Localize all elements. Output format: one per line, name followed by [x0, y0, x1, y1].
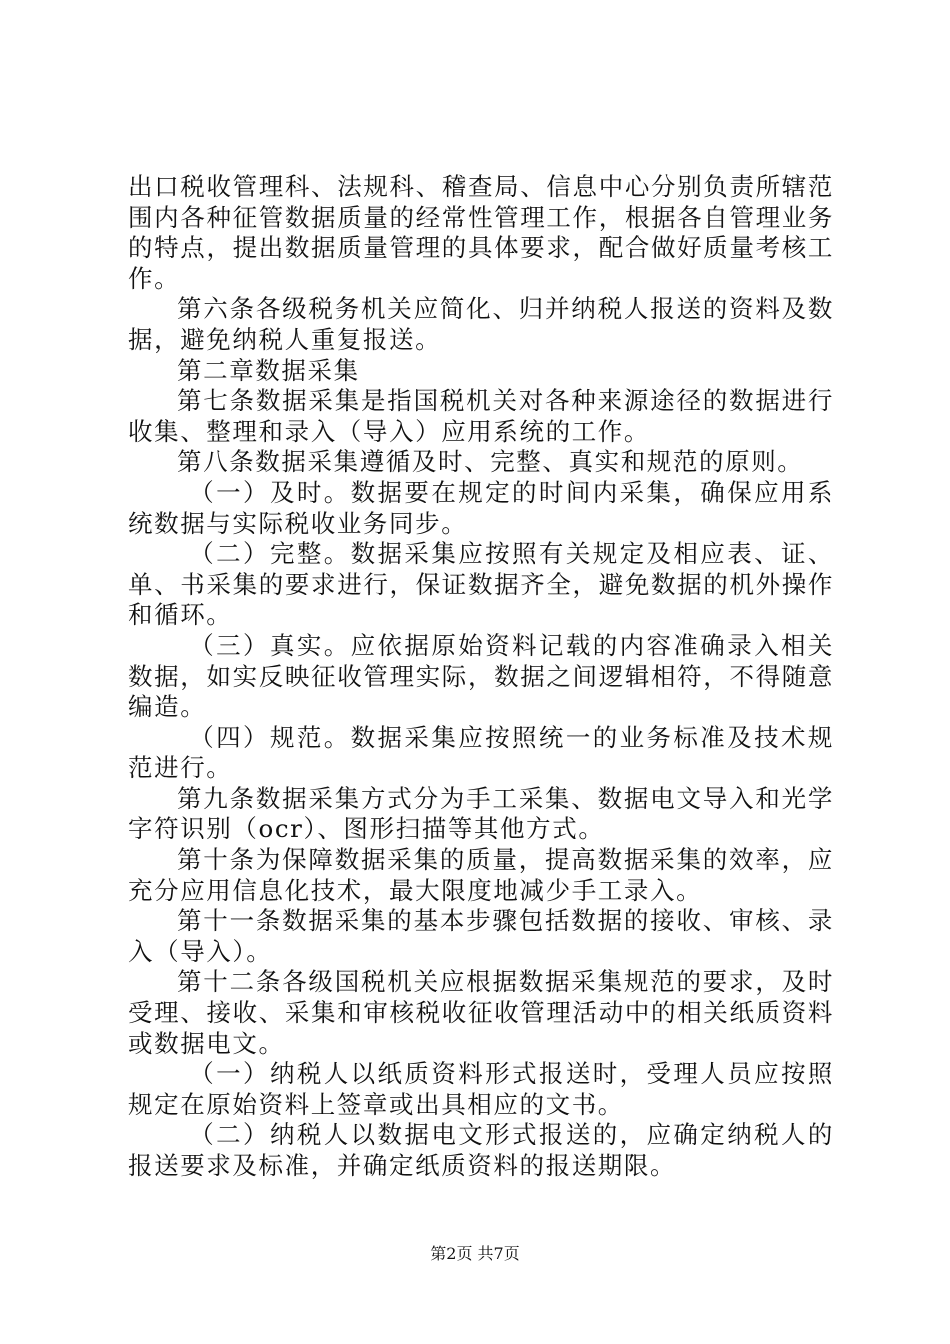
paragraph-item-paper: （一）纳税人以纸质资料形式报送时，受理人员应按照规定在原始资料上签章或出具相应的文书。	[128, 1059, 834, 1119]
paragraph-article-8: 第八条数据采集遵循及时、完整、真实和规范的原则。	[177, 447, 804, 477]
paragraph-item-electronic: （二）纳税人以数据电文形式报送的，应确定纳税人的报送要求及标准，并确定纸质资料的报送期限。	[128, 1120, 834, 1180]
paragraph-continuation: 出口税收管理科、法规科、稽查局、信息中心分别负责所辖范围内各种征管数据质量的经常性管理工作，根据各自管理业务的特点，提出数据质量管理的具体要求，配合做好质量考核工作。	[128, 172, 834, 293]
document-body	[128, 172, 834, 1182]
paragraph-article-11: 第十一条数据采集的基本步骤包括数据的接收、审核、录入（导入）。	[128, 906, 834, 966]
paragraph-article-9: 第九条数据采集方式分为手工采集、数据电文导入和光学字符识别（ocr）、图形扫描等其他方式。	[128, 783, 834, 844]
paragraph-article-6: 第六条各级税务机关应简化、归并纳税人报送的资料及数据，避免纳税人重复报送。	[128, 294, 834, 354]
chapter-heading: 第二章数据采集	[177, 355, 360, 385]
page-number-footer: 第2页 共7页	[430, 1244, 520, 1263]
paragraph-article-10: 第十条为保障数据采集的质量，提高数据采集的效率，应充分应用信息化技术，最大限度地减少手工录入。	[128, 845, 834, 905]
paragraph-article-12: 第十二条各级国税机关应根据数据采集规范的要求，及时受理、接收、采集和审核税收征收管理活动中的相关纸质资料或数据电文。	[128, 967, 834, 1058]
paragraph-article-7: 第七条数据采集是指国税机关对各种来源途径的数据进行收集、整理和录入（导入）应用系统的工作。	[128, 386, 834, 446]
paragraph-item-standard: （四）规范。数据采集应按照统一的业务标准及技术规范进行。	[128, 722, 834, 783]
paragraph-item-true: （三）真实。应依据原始资料记载的内容准确录入相关数据，如实反映征收管理实际，数据之间逻辑相符，不得随意编造。	[128, 630, 834, 722]
paragraph-item-complete: （二）完整。数据采集应按照有关规定及相应表、证、单、书采集的要求进行，保证数据齐全，避免数据的机外操作和循环。	[128, 539, 834, 630]
paragraph-item-timely: （一）及时。数据要在规定的时间内采集，确保应用系统数据与实际税收业务同步。	[128, 477, 834, 538]
